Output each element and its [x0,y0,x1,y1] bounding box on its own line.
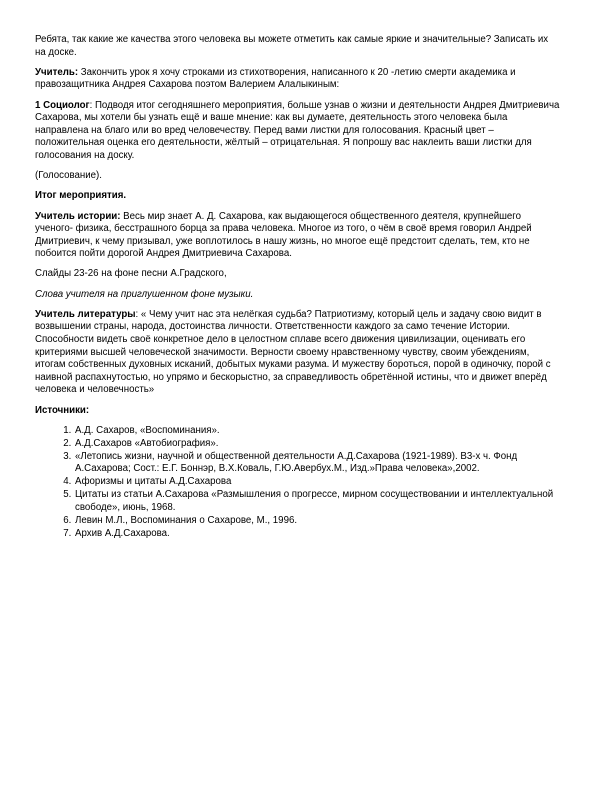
speaker-label: Учитель: [35,66,79,78]
paragraph-text: : « Чему учит нас эта нелёгкая судьба? Патриотизму, который цель и задачу свою видит в возвышении страны, народа, достоинства личности. Ответственности каждого за само течение Истории. Способности видеть своё конкретное дело в целостном сплаве всего движения цивилизации, оценивать его критериями высшей человеческой значимости. Верности своему нравственному чувству, своим убеждениям, итогам собственных духовных исканий, добытых муками разума. И мужеству бороться, порой в одиночку, порой с наивной распахнутостью, но упрямо и бескорыстно, за справедливость обретённой истины, что и движет вперёд человека и человечность» [35,308,551,396]
paragraph-text: Весь мир знает А. Д. Сахарова, как выдающегося общественного деятеля, крупнейшего ученого- физика, бесстрашного борца за права человека. Многое из того, о чём в своё время говорил Андрей Дмитриевич, к чему призывал, уже воплотилось в нашу жизнь, но многое ещё предстоит сделать, тем, кто не побоится пойти дорогой Андрея Дмитриевича Сахарова. [35,210,532,260]
speaker-label: Учитель истории: [35,210,121,222]
music-note: Слова учителя на приглушенном фоне музыки. [35,288,254,300]
summary-heading: Итог мероприятия. [35,190,127,202]
list-item: 5. Цитаты из статьи А.Сахарова «Размышления о прогрессе, мирном сосуществовании и интеллектуальной свободе», июнь, 1968. [74,489,560,514]
list-item: 3. «Летопись жизни, научной и общественной деятельности А.Д.Сахарова (1921-1989). В3-х ч. Фонд А.Сахарова; Сост.: Е.Г. Боннэр, В.Х.Коваль, Г.Ю.Авербух.М., Изд.»Права человека»,2002. [74,451,560,476]
paragraph-text: Закончить урок я хочу строками из стихотворения, написанного к 20 -летию смерти академика и правозащитника Андрея Сахарова поэтом Валерием Алалыкиным: [35,66,516,91]
teacher-paragraph [35,67,560,92]
slides-note: Слайды 23-26 на фоне песни А.Градского, [35,268,227,280]
list-item: 1. А.Д. Сахаров, «Воспоминания». [74,425,560,438]
voting-note: (Голосование). [35,170,102,182]
sociologist-paragraph [35,100,560,163]
literature-teacher-paragraph [35,309,560,397]
sources-list [35,425,560,541]
list-item: 2. А.Д.Сахаров «Автобиография». [74,438,560,451]
history-teacher-paragraph [35,211,560,261]
speaker-label: 1 Социолог [35,99,90,111]
paragraph-text: : Подводя итог сегодняшнего мероприятия, больше узнав о жизни и деятельности Андрея Дмитриевича Сахарова, мы хотели бы узнать ещё и ваше мнение: как вы думаете, деятельность этого человека была направлена на благо или во вред человечеству. Перед вами листки для голосования. Красный цвет – положительная оценка его деятельности, жёлтый – отрицательная. Я попрошу вас наклеить ваши листки для голосования на доску. [35,99,560,161]
list-item: 7. Архив А.Д.Сахарова. [74,528,560,541]
sources-heading: Источники: [35,404,90,416]
list-item: 4. Афоризмы и цитаты А.Д.Сахарова [74,476,560,489]
list-item: 6. Левин М.Л., Воспоминания о Сахарове, М., 1996. [74,515,560,528]
intro-paragraph: Ребята, так какие же качества этого человека вы можете отметить как самые яркие и значительные? Записать их на доске. [35,34,549,58]
speaker-label: Учитель литературы [35,308,136,320]
